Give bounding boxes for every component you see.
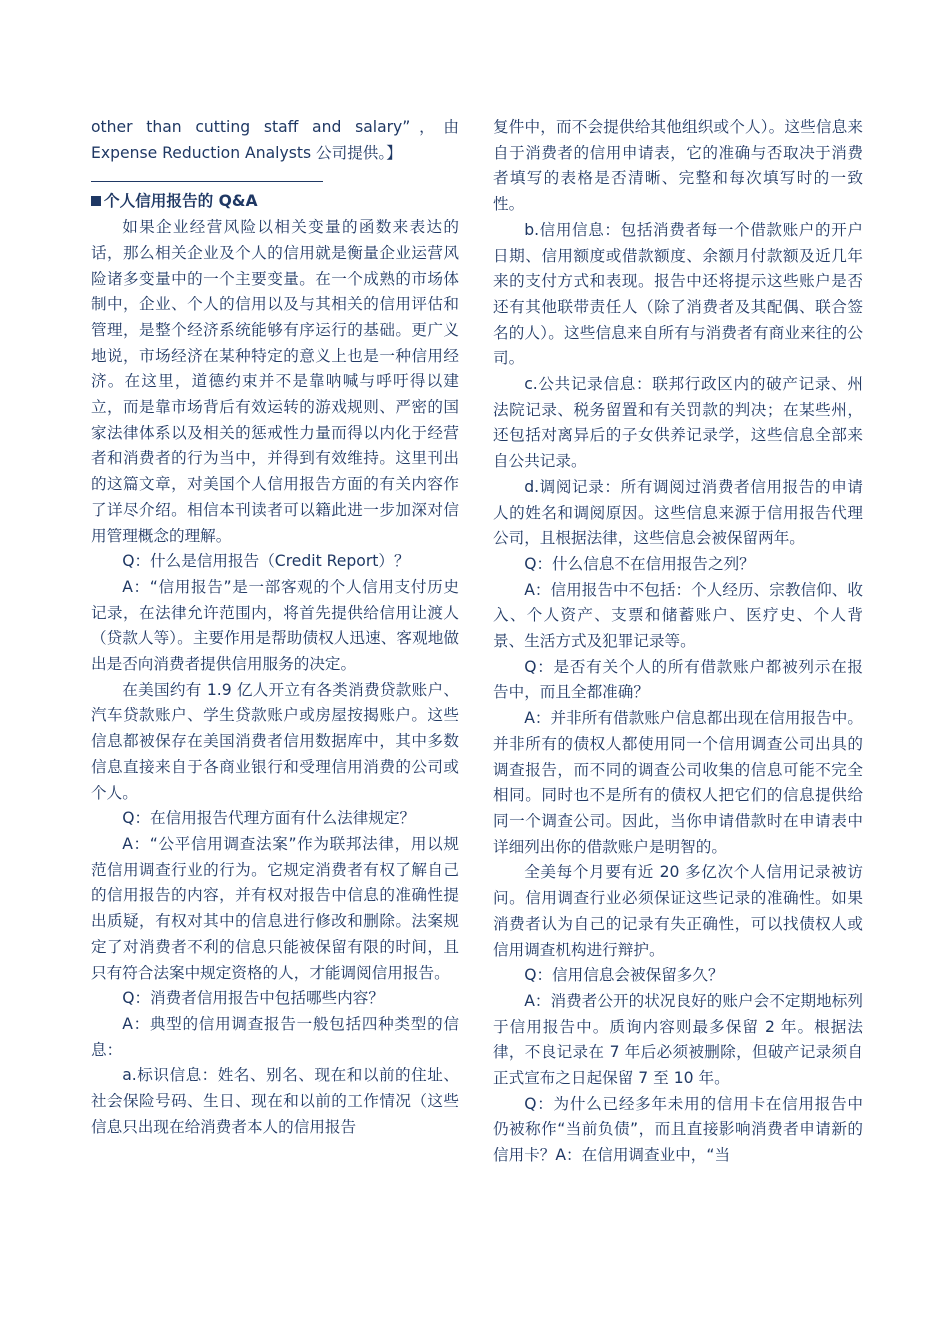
paragraph: A：并非所有借款账户信息都出现在信用报告中。并非所有的债权人都使用同一个信用调查公司出具的调查报告，而不同的调查公司收集的信息可能不完全相同。同时也不是所有的债权人把它们的信息提供给同一个调查公司。因此，当你申请借款时在申请表中详细列出你的借款账户是明智的。 (493, 709, 863, 856)
section-divider (91, 181, 323, 182)
paragraph: b.信用信息：包括消费者每一个借款账户的开户日期、信用额度或借款额度、余额月付款额及近几年来的支付方式和表现。报告中还将提示这些账户是否还有其他联带责任人（除了消费者及其配偶、联合签名的人）。这些信息来自所有与消费者有商业来往的公司。 (493, 220, 863, 368)
paragraph: 在美国约有 1.9 亿人开立有各类消费贷款账户、汽车贷款账户、学生贷款账户或房屋按揭账户。这些信息都被保存在美国消费者信用数据库中，其中多数信息直接来自于各商业银行和受理信用消费的公司或个人。 (91, 680, 459, 802)
paragraph: Q：在信用报告代理方面有什么法律规定？ (122, 809, 416, 828)
paragraph: A：典型的信用调查报告一般包括四种类型的信息： (91, 1014, 459, 1059)
paragraph: A：“公平信用调查法案”作为联邦法律，用以规范信用调查行业的行为。它规定消费者有权了解自己的信用报告的内容，并有权对报告中信息的准确性提出质疑，有权对其中的信息进行修改和删除。法案规定了对消费者不利的信息只能被保留有限的时间，且只有符合法案中规定资格的人，才能调阅信用报告。 (91, 834, 459, 982)
paragraph: Q：信用信息会被保留多久？ (524, 966, 724, 985)
paragraph: Q：为什么已经多年未用的信用卡在信用报告中仍被称作“当前负债”，而且直接影响消费者申请新的信用卡？A：在信用调查业中，“当 (493, 1094, 863, 1165)
left-column (91, 115, 459, 1140)
paragraph: Q：是否有关个人的所有借款账户都被列示在报告中，而且全都准确？ (493, 657, 863, 702)
paragraph: Q：消费者信用报告中包括哪些内容？ (122, 989, 384, 1008)
paragraph: 全美每个月要有近 20 多亿次个人信用记录被访问。信用调查行业必须保证这些记录的准确性。如果消费者认为自己的记录有失正确性，可以找债权人或信用调查机构进行辩护。 (493, 863, 863, 959)
black-square-icon (91, 196, 101, 206)
paragraph: A：信用报告中不包括：个人经历、宗教信仰、收入、个人资产、支票和储蓄账户、医疗史、个人背景、生活方式及犯罪记录等。 (493, 580, 863, 651)
paragraph: Q：什么信息不在信用报告之列？ (524, 554, 755, 573)
paragraph: Q：什么是信用报告（Credit Report）？ (122, 552, 410, 571)
intro-continuation: other than cutting staff and salary”，由 Expense Reduction Analysts 公司提供。】 (91, 118, 459, 162)
right-column (493, 115, 863, 1169)
paragraph: c.公共记录信息：联邦行政区内的破产记录、州法院记录、税务留置和有关罚款的判决；在某些州，还包括对离异后的子女供养记录学，这些信息全部来自公共记录。 (493, 375, 863, 471)
paragraph: a.标识信息：姓名、别名、现在和以前的住址、社会保险号码、生日、现在和以前的工作情况（这些信息只出现在给消费者本人的信用报告 (91, 1066, 459, 1136)
section-title-text: 个人信用报告的 Q&A (104, 192, 258, 211)
section-title (91, 189, 459, 215)
paragraph: d.调阅记录：所有调阅过消费者信用报告的申请人的姓名和调阅原因。这些信息来源于信用报告代理公司，且根据法律，这些信息会被保留两年。 (493, 477, 863, 548)
paragraph: A：“信用报告”是一部客观的个人信用支付历史记录，在法律允许范围内，将首先提供给信用让渡人（贷款人等）。主要作用是帮助债权人迅速、客观地做出是否向消费者提供信用服务的决定。 (91, 577, 459, 674)
paragraph: 复件中，而不会提供给其他组织或个人）。这些信息来自于消费者的信用申请表，它的准确与否取决于消费者填写的表格是否清晰、完整和每次填写时的一致性。 (493, 118, 863, 214)
paragraph: 如果企业经营风险以相关变量的函数来表达的话，那么相关企业及个人的信用就是衡量企业运营风险诸多变量中的一个主要变量。在一个成熟的市场体制中，企业、个人的信用以及与其相关的信用评估和管理，是整个经济系统能够有序运行的基础。更广义地说，市场经济在某种特定的意义上也是一种信用经济。在这里，道德约束并不是靠呐喊与呼吁得以建立，而是靠市场背后有效运转的游戏规则、严密的国家法律体系以及相关的惩戒性力量而得以内化于经营者和消费者的行为当中，并得到有效维持。这里刊出的这篇文章，对美国个人信用报告方面的有关内容作了详尽介绍。相信本刊读者可以籍此进一步加深对信用管理概念的理解。 (91, 218, 459, 545)
paragraph: A：消费者公开的状况良好的账户会不定期地标列于信用报告中。质询内容则最多保留 2 年。根据法律，不良记录在 7 年后必须被删除，但破产记录须自正式宣布之日起保留 7 至 10 年。 (493, 991, 863, 1088)
